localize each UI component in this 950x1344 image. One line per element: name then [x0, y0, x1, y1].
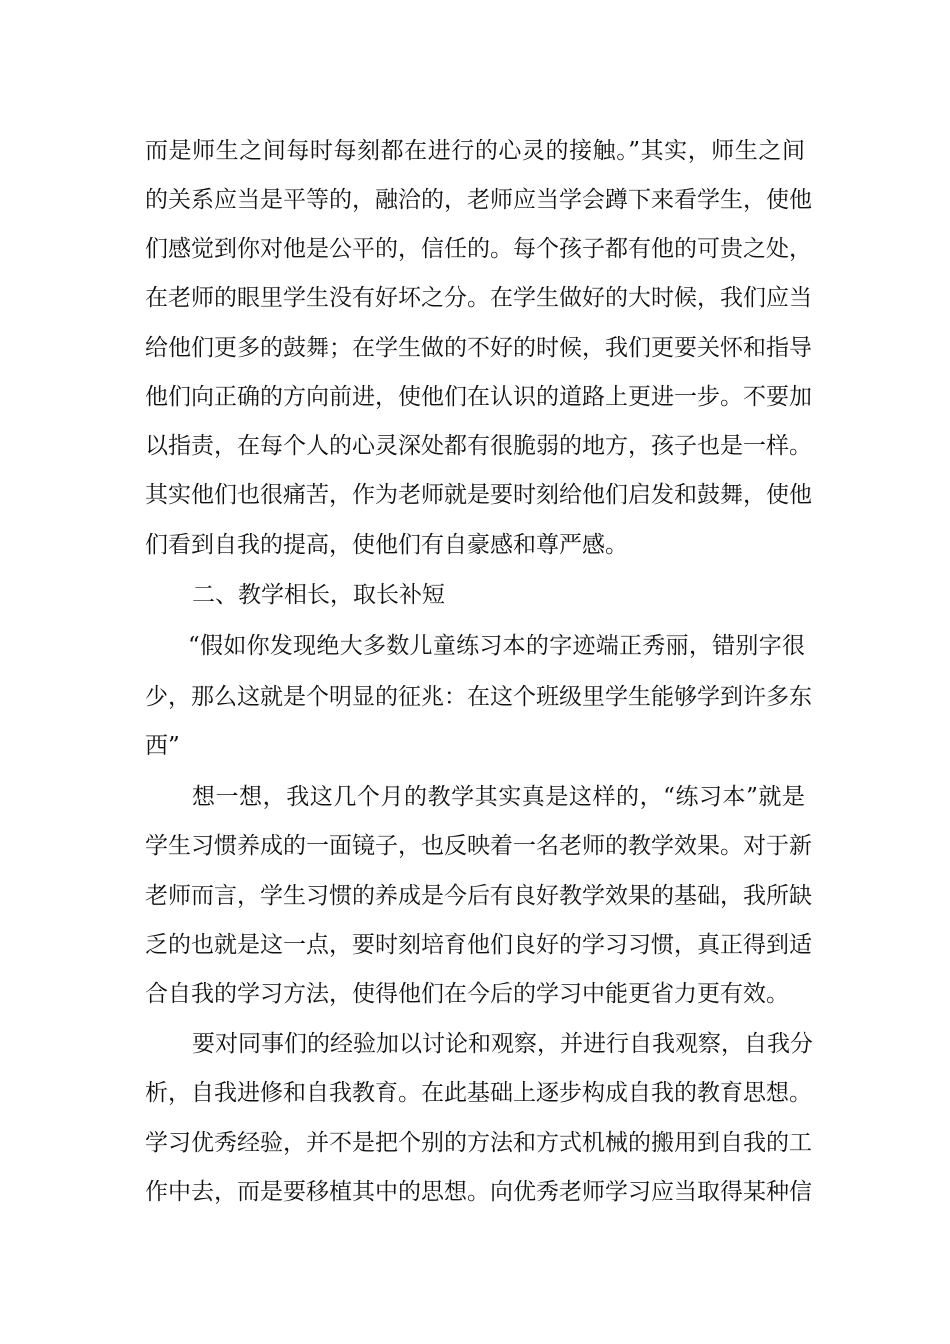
text-line: 的关系应当是平等的，融洽的，老师应当学会蹲下来看学生，使他: [145, 187, 812, 213]
text-line: 而是师生之间每时每刻都在进行的心灵的接触。”其实，师生之间: [145, 138, 805, 164]
section-heading: 二、教学相长，取长补短: [192, 582, 445, 608]
text-line: 老师而言，学生习惯的养成是今后有良好教学效果的基础，我所缺: [145, 883, 812, 909]
text-line: 作中去，而是要移植其中的思想。向优秀老师学习应当取得某种信: [145, 1179, 812, 1205]
text-line: 析，自我进修和自我教育。在此基础上逐步构成自我的教育思想。: [145, 1080, 812, 1106]
text-line: 其实他们也很痛苦，作为老师就是要时刻给他们启发和鼓舞，使他: [145, 482, 812, 508]
quote-line: 少，那么这就是个明显的征兆：在这个班级里学生能够学到许多东: [145, 684, 812, 710]
text-line: 学习优秀经验，并不是把个别的方法和方式机械的搬用到自我的工: [145, 1130, 812, 1156]
text-line: 们看到自我的提高，使他们有自豪感和尊严感。: [145, 532, 628, 558]
text-line: 他们向正确的方向前进，使他们在认识的道路上更进一步。不要加: [145, 384, 812, 410]
text-line: 合自我的学习方法，使得他们在今后的学习中能更省力更有效。: [145, 981, 789, 1007]
text-line: 乏的也就是这一点，要时刻培育他们良好的学习习惯，真正得到适: [145, 932, 812, 958]
text-line: 给他们更多的鼓舞；在学生做的不好的时候，我们更要关怀和指导: [145, 335, 812, 361]
text-line: 要对同事们的经验加以讨论和观察，并进行自我观察，自我分: [192, 1031, 813, 1057]
text-line: 以指责，在每个人的心灵深处都有很脆弱的地方，孩子也是一样。: [145, 433, 812, 459]
text-line: 学生习惯养成的一面镜子，也反映着一名老师的教学效果。对于新: [145, 833, 812, 859]
text-line: 在老师的眼里学生没有好坏之分。在学生做好的大时候，我们应当: [145, 285, 812, 311]
text-line: 们感觉到你对他是公平的，信任的。每个孩子都有他的可贵之处，: [145, 236, 812, 262]
quote-line: 西”: [145, 733, 180, 759]
quote-line: “假如你发现绝大多数儿童练习本的字迹端正秀丽，错别字很: [188, 633, 805, 659]
text-line: 想一想，我这几个月的教学其实真是这样的，“练习本”就是: [192, 784, 805, 810]
